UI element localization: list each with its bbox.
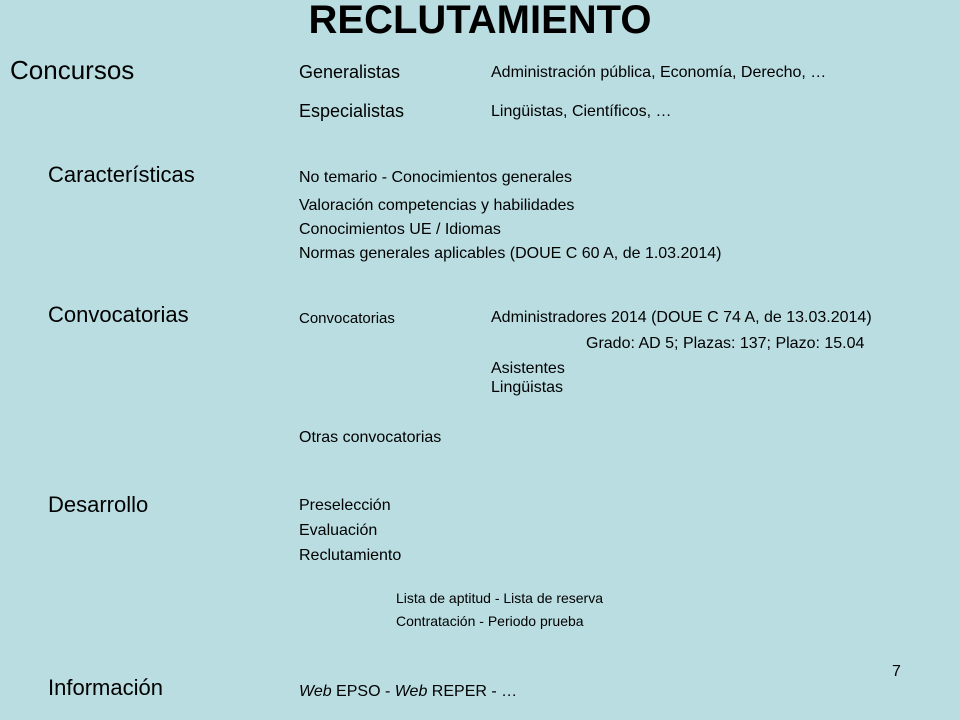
desarrollo-subitem: Contratación - Periodo prueba: [396, 613, 584, 629]
caracteristicas-item: Valoración competencias y habilidades: [299, 197, 575, 214]
slide-title: RECLUTAMIENTO: [308, 0, 652, 42]
desarrollo-heading: Desarrollo: [48, 492, 149, 517]
desarrollo-item: Preselección: [299, 497, 391, 514]
reper-text: REPER - …: [427, 683, 518, 700]
convocatorias-otras: Otras convocatorias: [299, 429, 442, 446]
concursos-generalistas-label: Generalistas: [299, 62, 401, 82]
convocatorias-administradores-detail: Grado: AD 5; Plazas: 137; Plazo: 15.04: [586, 335, 865, 352]
caracteristicas-item: No temario - Conocimientos generales: [299, 169, 573, 186]
desarrollo-item: Evaluación: [299, 522, 378, 539]
desarrollo-subitem: Lista de aptitud - Lista de reserva: [396, 590, 604, 606]
convocatorias-administradores: Administradores 2014 (DOUE C 74 A, de 13.03.2014): [491, 309, 872, 326]
convocatorias-linguistas: Lingüistas: [491, 379, 564, 396]
informacion-heading: Información: [48, 675, 163, 700]
caracteristicas-item: Conocimientos UE / Idiomas: [299, 221, 501, 238]
web-reper-word: Web: [394, 683, 428, 700]
convocatorias-sub-label: Convocatorias: [299, 310, 395, 327]
desarrollo-item: Reclutamiento: [299, 547, 402, 564]
concursos-especialistas-detail: Lingüistas, Científicos, …: [491, 103, 672, 120]
web-epso-word: Web: [299, 683, 332, 700]
informacion-links: [299, 684, 517, 700]
caracteristicas-item: Normas generales aplicables (DOUE C 60 A, de 1.03.2014): [299, 245, 722, 262]
concursos-especialistas-label: Especialistas: [299, 101, 405, 121]
concursos-generalistas-detail: Administración pública, Economía, Derecho, …: [491, 64, 827, 81]
page-number: 7: [892, 663, 901, 680]
epso-text: EPSO -: [331, 683, 395, 700]
caracteristicas-heading: Características: [48, 162, 195, 187]
convocatorias-heading: Convocatorias: [48, 302, 189, 327]
concursos-heading: Concursos: [10, 55, 135, 85]
convocatorias-asistentes: Asistentes: [491, 360, 565, 377]
